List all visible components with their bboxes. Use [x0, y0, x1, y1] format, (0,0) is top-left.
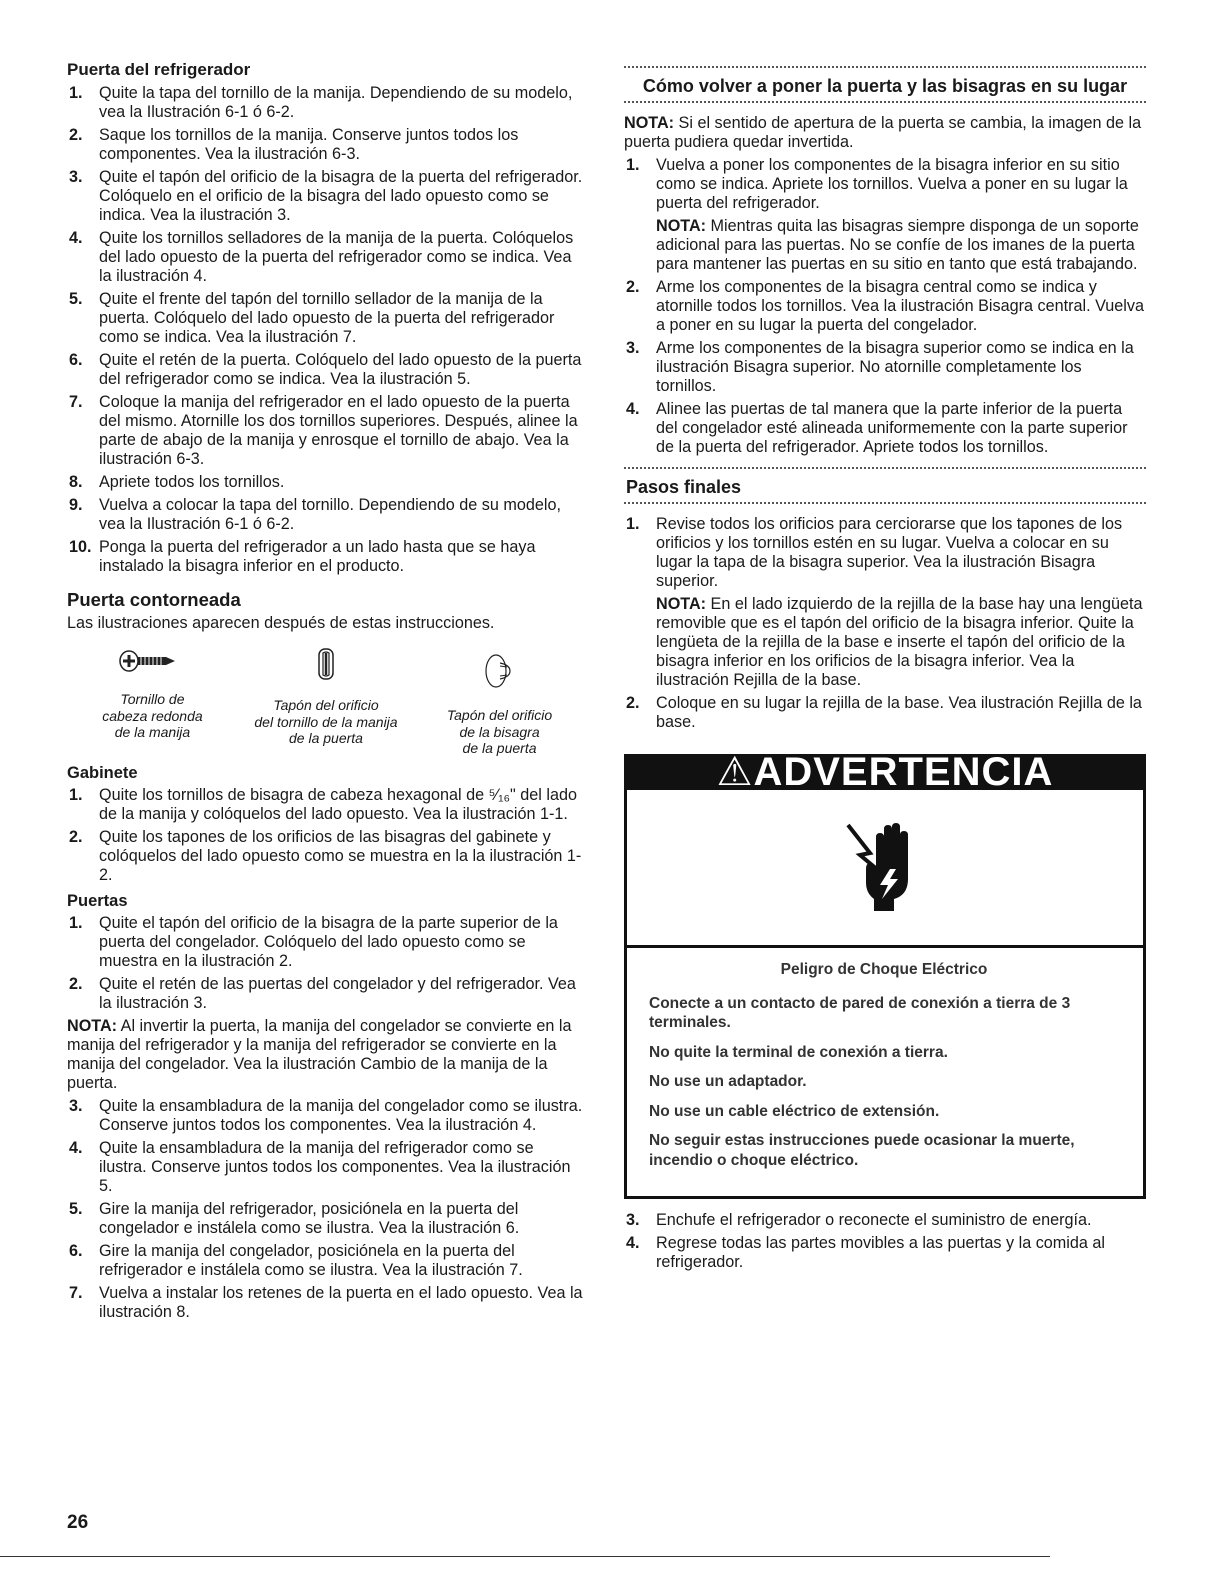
item-number: 5.	[69, 290, 83, 308]
item-number: 1.	[69, 785, 83, 804]
list-item	[67, 290, 585, 347]
item-number: 2.	[626, 278, 640, 296]
list-item	[624, 400, 1146, 457]
item-text: Revise todos los orificios para cerciorarse que los tapones de los orificios y los tornillos estén en su lugar. Vuelva a colocar en su lugar la tapa de la bisagra superior. Vea la ilustración Bisagra superior.	[656, 515, 1123, 590]
warning-line: Conecte a un contacto de pared de conexión a tierra de 3 terminales.	[649, 994, 1071, 1031]
item-text: Vuelva a colocar la tapa del tornillo. Dependiendo de su modelo, vea la Ilustración 6-1 ó 6-2.	[99, 496, 561, 533]
item-number: 6.	[69, 1241, 83, 1260]
note-text: Mientras quita las bisagras siempre disponga de un soporte adicional para las puertas. No se confíe de los imanes de la puerta para mantener las puertas en su sitio en tanto que está trabajando.	[656, 217, 1139, 273]
divider	[624, 101, 1146, 106]
item-text: Quite los tornillos de bisagra de cabeza hexagonal de ⁵⁄₁₆" del lado de la manija y colóquelos del lado opuesto. Vea la ilustración 1-1.	[99, 785, 578, 823]
note-text: En el lado izquierdo de la rejilla de la base hay una lengüeta removible que es el tapón del orificio de la bisagra inferior. Quite la lengüeta de la rejilla de la base e inserte el tapón del orificio de la bisagra inferior en los orificios de la bisagra inferior. Vea la ilustración Rejilla de la base.	[656, 595, 1143, 689]
warning-box	[624, 750, 1146, 1199]
item-text: Quite el frente del tapón del tornillo sellador de la manija de la puerta. Colóquelo del lado opuesto de la puerta del refrigerador como se indica. Vea la ilustración 7.	[99, 290, 555, 346]
divider	[624, 66, 1146, 71]
list-item	[624, 515, 1146, 690]
caption-line: de la puerta	[462, 740, 537, 756]
item-number: 1.	[69, 84, 83, 102]
list-item	[67, 538, 585, 576]
note-text: Si el sentido de apertura de la puerta se cambia, la imagen de la puerta pudiera quedar invertida.	[624, 114, 1142, 151]
list-item	[67, 1200, 585, 1238]
list-item	[67, 828, 585, 885]
note-label: NOTA:	[656, 595, 707, 613]
heading-puertas: Puertas	[67, 891, 128, 910]
hinge-hole-plug-icon	[480, 647, 520, 691]
item-number: 7.	[69, 393, 83, 411]
item-text: Apriete todos los tornillos.	[99, 473, 285, 491]
list-final-steps	[624, 515, 1146, 732]
item-number: 2.	[69, 974, 83, 993]
warning-title: ADVERTENCIA	[753, 750, 1054, 794]
note-label: NOTA:	[656, 217, 707, 235]
heading-volver-puerta: Cómo volver a poner la puerta y las bisagras en su lugar	[642, 76, 1128, 96]
warning-subtitle: Peligro de Choque Eléctrico	[780, 961, 988, 978]
item-text: Quite el tapón del orificio de la bisagra de la puerta del refrigerador. Colóquelo en el orificio de la bisagra del lado opuesto como se indica. Vea la ilustración 3.	[99, 168, 583, 224]
item-number: 2.	[69, 126, 83, 144]
item-text: Quite el retén de las puertas del congelador y del refrigerador. Vea la ilustración 3.	[99, 974, 576, 1012]
sub-note	[656, 595, 1146, 690]
caption-line: cabeza redonda	[102, 707, 203, 724]
list-item	[624, 694, 1146, 732]
list-item	[67, 786, 585, 824]
list-puerta-refrigerador	[67, 84, 585, 576]
bottom-rule	[0, 1556, 1050, 1557]
item-text: Enchufe el refrigerador o reconecte el suministro de energía.	[656, 1211, 1092, 1229]
item-text: Quite la tapa del tornillo de la manija. Dependiendo de su modelo, vea la Ilustración 6-1 ó 6-2.	[99, 84, 573, 121]
note-label: NOTA:	[624, 114, 675, 132]
item-number: 4.	[69, 1138, 83, 1157]
item-number: 4.	[69, 229, 83, 247]
item-number: 4.	[626, 400, 640, 418]
caption-line: de la bisagra	[459, 723, 540, 740]
list-gabinete	[67, 786, 585, 885]
warning-line: No use un adaptador.	[649, 1073, 807, 1090]
item-number: 1.	[69, 913, 83, 932]
list-item	[624, 339, 1146, 396]
item-number: 3.	[626, 339, 640, 357]
item-text: Quite el tapón del orificio de la bisagra de la parte superior de la puerta del congelador. Colóquelo del lado opuesto como se muestra en la ilustración 2.	[99, 913, 558, 970]
item-text: Arme los componentes de la bisagra superior como se indica en la ilustración Bisagra superior. No atornille completamente los tornillos.	[656, 339, 1134, 395]
list-item	[624, 1234, 1146, 1272]
list-item	[67, 84, 585, 122]
illustration-handle-screw-plug	[241, 647, 412, 757]
list-item	[67, 168, 585, 225]
item-number: 8.	[69, 473, 83, 491]
warning-line: No use un cable eléctrico de extensión.	[649, 1102, 940, 1120]
warning-line: No seguir estas instrucciones puede ocasionar la muerte, incendio o choque eléctrico.	[649, 1132, 1075, 1169]
item-number: 2.	[626, 694, 640, 712]
item-number: 1.	[626, 156, 640, 174]
item-number: 3.	[626, 1211, 640, 1229]
note-text: Al invertir la puerta, la manija del congelador se convierte en la manija del refrigerador y la manija del refrigerador se convierte en la manija del congelador. Vea la ilustración Cambio de la manija de la puerta.	[67, 1016, 572, 1092]
item-number: 2.	[69, 827, 83, 846]
item-text: Quite los tapones de los orificios de las bisagras del gabinete y colóquelos del lado opuesto como se muestra en la la ilustración 1-2.	[99, 827, 582, 884]
list-item	[67, 496, 585, 534]
list-puertas-cont	[67, 1097, 585, 1322]
right-column	[624, 66, 1146, 1276]
divider	[624, 502, 1146, 507]
item-text: Quite la ensambladura de la manija del congelador como se ilustra. Conserve juntos todos los componentes. Vea la ilustración 4.	[99, 1096, 583, 1134]
list-item	[67, 1284, 585, 1322]
list-item	[67, 914, 585, 971]
warning-triangle-icon: ⚠	[716, 750, 754, 794]
heading-pasos-finales: Pasos finales	[626, 477, 742, 497]
list-item	[67, 351, 585, 389]
item-text: Quite el retén de la puerta. Colóquelo del lado opuesto de la puerta del refrigerador como se indica. Vea la ilustración 5.	[99, 351, 582, 388]
caption-line: Tornillo de	[120, 691, 185, 707]
electric-shock-hand-icon	[840, 813, 930, 923]
heading-gabinete: Gabinete	[67, 763, 138, 782]
heading-puerta-refrigerador: Puerta del refrigerador	[67, 60, 251, 79]
item-text: Regrese todas las partes movibles a las puertas y la comida al refrigerador.	[656, 1234, 1105, 1271]
item-text: Quite la ensambladura de la manija del refrigerador como se ilustra. Conserve juntos todos los componentes. Vea la ilustración 5.	[99, 1138, 571, 1195]
list-item	[624, 156, 1146, 274]
handle-screw-plug-icon	[311, 647, 341, 681]
illustration-row	[67, 647, 585, 757]
note-paragraph	[67, 1017, 585, 1093]
page-number: 26	[67, 1512, 89, 1533]
list-item	[67, 229, 585, 286]
item-number: 3.	[69, 1096, 83, 1115]
item-text: Saque los tornillos de la manija. Conserve juntos todos los componentes. Vea la ilustración 6-3.	[99, 126, 519, 163]
warning-body	[627, 948, 1143, 1196]
list-item	[624, 278, 1146, 335]
item-number: 6.	[69, 351, 83, 369]
item-number: 7.	[69, 1283, 83, 1302]
item-number: 5.	[69, 1199, 83, 1218]
list-item	[67, 126, 585, 164]
item-text: Alinee las puertas de tal manera que la parte inferior de la puerta del congelador esté alineada uniformemente con la parte superior de la puerta del refrigerador. Apriete todos los tornillos.	[656, 400, 1128, 456]
caption-line: de la puerta	[289, 730, 363, 746]
caption-line: Tapón del orificio	[273, 697, 379, 713]
divider	[624, 467, 1146, 472]
caption-line: Tapón del orificio	[446, 707, 553, 723]
item-text: Arme los componentes de la bisagra central como se indica y atornille todos los tornillos. Vea la ilustración Bisagra central. Vuelva a poner en su lugar la puerta del congelador.	[656, 278, 1144, 334]
list-item	[67, 393, 585, 469]
item-number: 3.	[69, 168, 83, 186]
item-text: Vuelva a poner los componentes de la bisagra inferior en su sitio como se indica. Apriete los tornillos. Vuelva a poner en su lugar la puerta del refrigerador.	[656, 156, 1128, 212]
item-text: Coloque la manija del refrigerador en el lado opuesto de la puerta del mismo. Atornille los dos tornillos superiores. Después, alinee la parte de abajo de la manija y enrosque el tornillo de abajo. Vea la ilustración 6-3.	[99, 393, 578, 468]
item-number: 10.	[69, 538, 92, 556]
round-head-screw-icon	[117, 647, 187, 675]
item-text: Ponga la puerta del refrigerador a un lado hasta que se haya instalado la bisagra inferior en el producto.	[99, 538, 536, 575]
item-number: 9.	[69, 496, 83, 514]
intro-text: Las ilustraciones aparecen después de estas instrucciones.	[67, 614, 495, 632]
item-text: Gire la manija del refrigerador, posiciónela en la puerta del congelador e instálela como se ilustra. Vea la ilustración 6.	[99, 1199, 520, 1237]
list-item	[67, 1097, 585, 1135]
list-item	[67, 473, 585, 492]
caption-line: del tornillo de la manija	[254, 713, 398, 730]
item-text: Quite los tornillos selladores de la manija de la puerta. Colóquelos del lado opuesto de la puerta del refrigerador como se indica. Vea la ilustración 4.	[99, 229, 574, 285]
list-item	[67, 975, 585, 1013]
item-number: 1.	[626, 515, 640, 533]
illustration-round-head-screw	[67, 647, 238, 757]
note-label: NOTA:	[67, 1016, 118, 1035]
left-column	[67, 60, 585, 1326]
illustration-hinge-hole-plug	[414, 647, 585, 757]
warning-icon-area	[627, 790, 1143, 948]
list-item	[67, 1242, 585, 1280]
item-text: Gire la manija del congelador, posiciónela en la puerta del refrigerador e instálela como se ilustra. Vea la ilustración 7.	[99, 1241, 523, 1279]
heading-puerta-contorneada: Puerta contorneada	[67, 589, 241, 610]
item-number: 4.	[626, 1234, 640, 1252]
caption-line: de la manija	[114, 724, 191, 740]
list-final-steps-cont	[624, 1211, 1146, 1272]
sub-note	[656, 217, 1146, 274]
list-item	[67, 1139, 585, 1196]
item-text: Coloque en su lugar la rejilla de la base. Vea ilustración Rejilla de la base.	[656, 694, 1142, 731]
list-item	[624, 1211, 1146, 1230]
list-reinstall	[624, 156, 1146, 457]
list-puertas	[67, 914, 585, 1013]
note-paragraph	[624, 114, 1146, 152]
warning-line: No quite la terminal de conexión a tierra.	[649, 1043, 948, 1061]
warning-banner	[627, 750, 1143, 794]
item-text: Vuelva a instalar los retenes de la puerta en el lado opuesto. Vea la ilustración 8.	[99, 1283, 583, 1321]
